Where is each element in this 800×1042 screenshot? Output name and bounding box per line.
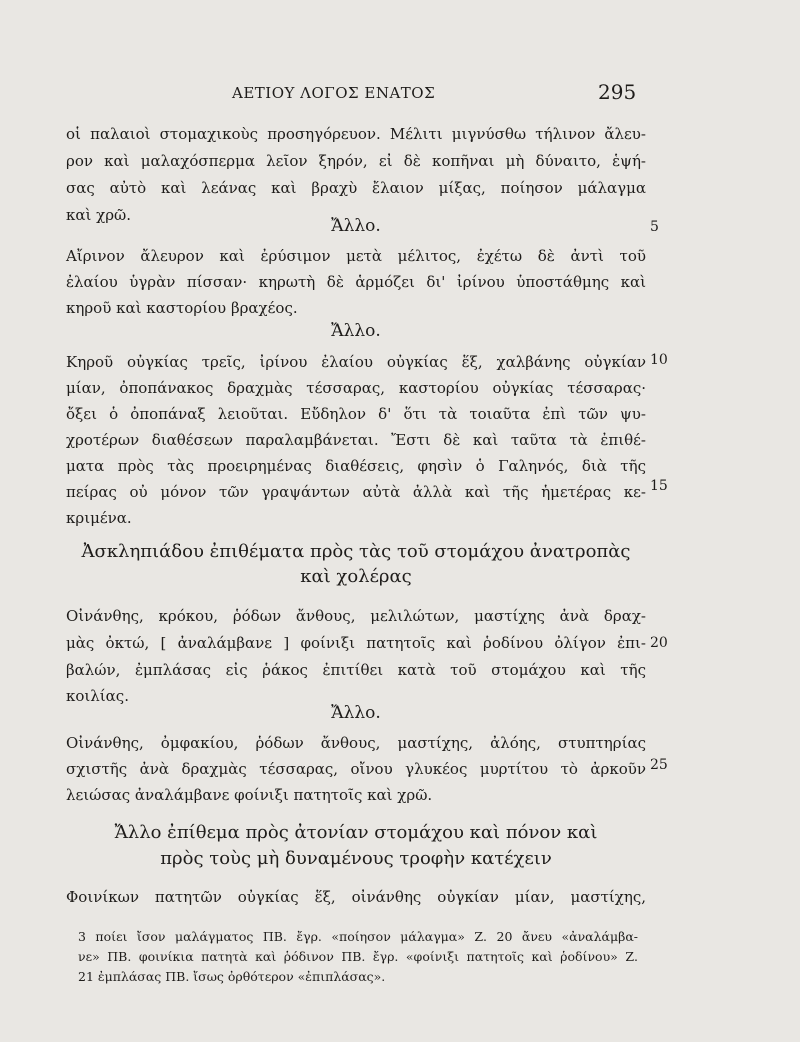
text-line: βαλών, ἐμπλάσας εἰς ῥάκος ἐπιτίθει κατὰ τοῦ στομάχου καὶ τῆς bbox=[66, 661, 646, 679]
line-number: 10 bbox=[650, 352, 668, 368]
text-line: Οἰνάνθης, ὀμφακίου, ῥόδων ἄνθους, μαστίχης, ἀλόης, στυπτηρίας bbox=[66, 734, 646, 752]
text-line: κοιλίας. bbox=[66, 687, 129, 705]
text-line: μὰς ὀκτώ, [ ἀναλάμβανε ] φοίνιξι πατητοῖς καὶ ῥοδίνου ὀλίγον ἐπι- bbox=[66, 634, 646, 652]
text-line: Οἰνάνθης, κρόκου, ῥόδων ἄνθους, μελιλώτων, μαστίχης ἀνὰ δραχ- bbox=[66, 607, 646, 625]
text-line: ρον καὶ μαλαχόσπερμα λεῖον ξηρόν, εἰ δὲ κοπῆναι μὴ δύναιτο, ἑψή- bbox=[66, 152, 646, 170]
footnote-line: 3 ποίει ἴσον μαλάγματος ΠΒ. ἔγρ. «ποίησον μάλαγμα» Ζ. 20 ἄνευ «ἀναλάμβα- bbox=[78, 929, 638, 944]
line-number: 15 bbox=[650, 478, 668, 494]
text-line: ἐλαίου ὑγρὰν πίσσαν· κηρωτὴ δὲ ἁρμόζει δι' ἰρίνου ὑποστάθμης καὶ bbox=[66, 273, 646, 291]
running-header bbox=[0, 80, 800, 108]
text-line: πείρας οὐ μόνον τῶν γραψάντων αὐτὰ ἀλλὰ καὶ τῆς ἡμετέρας κε- bbox=[66, 483, 646, 501]
line-number: 25 bbox=[650, 757, 668, 773]
footnote-line: 21 ἐμπλάσας ΠΒ. ἴσως ὀρθότερον «ἐπιπλάσας». bbox=[78, 969, 386, 984]
footnote-line: νε» ΠΒ. φοινίκια πατητὰ καὶ ῥόδινον ΠΒ. ἔγρ. «φοίνιξι πατητοῖς καὶ ῥοδίνου» Ζ. bbox=[78, 949, 638, 964]
text-line: οἱ παλαιοὶ στομαχικοὺς προσηγόρευον. Μέλιτι μιγνύσθω τήλινον ἄλευ- bbox=[66, 125, 646, 143]
page-number: 295 bbox=[598, 80, 637, 104]
section-heading: πρὸς τοὺς μὴ δυναμένους τροφὴν κατέχειν bbox=[160, 848, 552, 869]
text-line: κηροῦ καὶ καστορίου βραχέος. bbox=[66, 299, 298, 317]
text-line: κριμένα. bbox=[66, 509, 132, 527]
section-heading: Ἄλλο ἐπίθεμα πρὸς ἀτονίαν στομάχου καὶ πόνον καὶ bbox=[114, 822, 598, 843]
text-line: λειώσας ἀναλάμβανε φοίνιξι πατητοῖς καὶ χρῶ. bbox=[66, 786, 433, 804]
text-line: ὄξει ὁ ὀποπάναξ λειοῦται. Εὔδηλον δ' ὅτι τὰ τοιαῦτα ἐπὶ τῶν ψυ- bbox=[66, 405, 646, 423]
text-line: καὶ χρῶ. bbox=[66, 206, 132, 224]
text-line: σχιστῆς ἀνὰ δραχμὰς τέσσαρας, οἴνου γλυκέος μυρτίτου τὸ ἀρκοῦν bbox=[66, 760, 646, 778]
line-number: 5 bbox=[650, 219, 659, 235]
subheading-allo: Ἄλλο. bbox=[331, 321, 381, 341]
subheading-allo: Ἄλλο. bbox=[331, 216, 381, 236]
text-line: μίαν, ὀποπάνακος δραχμὰς τέσσαρας, καστορίου οὐγκίας τέσσαρας· bbox=[66, 379, 646, 397]
text-line: Κηροῦ οὐγκίας τρεῖς, ἰρίνου ἐλαίου οὐγκίας ἕξ, χαλβάνης οὐγκίαν bbox=[66, 353, 646, 371]
section-heading: καὶ χολέρας bbox=[300, 566, 412, 587]
text-line: σας αὐτὸ καὶ λεάνας καὶ βραχὺ ἔλαιον μίξας, ποίησον μάλαγμα bbox=[66, 179, 646, 197]
section-heading: Ἀσκληπιάδου ἐπιθέματα πρὸς τὰς τοῦ στομάχου ἀνατροπὰς bbox=[81, 541, 631, 562]
text-line: Αἴρινον ἄλευρον καὶ ἐρύσιμον μετὰ μέλιτος, ἐχέτω δὲ ἀντὶ τοῦ bbox=[66, 247, 646, 265]
running-title: ΑΕΤΙΟΥ ΛΟΓΟΣ ΕΝΑΤΟΣ bbox=[232, 84, 436, 102]
text-line: Φοινίκων πατητῶν οὐγκίας ἕξ, οἰνάνθης οὐγκίαν μίαν, μαστίχης, bbox=[66, 888, 646, 906]
text-line: χροτέρων διαθέσεων παραλαμβάνεται. Ἔστι δὲ καὶ ταῦτα τὰ ἐπιθέ- bbox=[66, 431, 646, 449]
text-line: ματα πρὸς τὰς προειρημένας διαθέσεις, φησὶν ὁ Γαληνός, διὰ τῆς bbox=[66, 457, 646, 475]
subheading-allo: Ἄλλο. bbox=[331, 703, 381, 723]
line-number: 20 bbox=[650, 635, 668, 651]
